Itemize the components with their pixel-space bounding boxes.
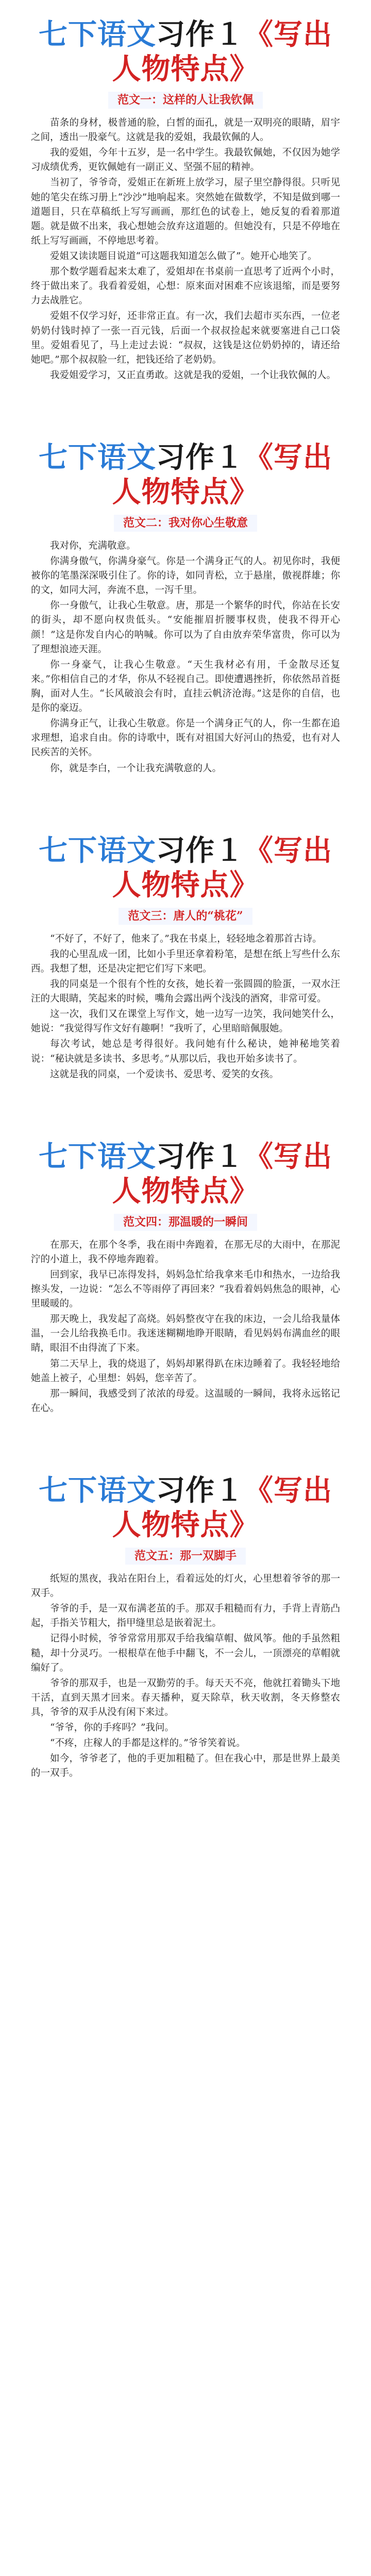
essay-paragraph: 那天晚上，我发起了高烧。妈妈整夜守在我的床边，一会儿给我量体温，一会儿给我换毛巾。我迷迷糊糊地睁开眼睛，看见妈妈布满血丝的眼睛，眼泪不由得流了下来。 bbox=[31, 1314, 340, 1354]
essay-paragraph: 你，就是李白，一个让我充满敬意的人。 bbox=[50, 762, 222, 774]
section-gap bbox=[0, 1104, 371, 1122]
title-part-subject: 七下语文 bbox=[39, 18, 156, 52]
section-gap bbox=[0, 1437, 371, 1456]
essay-paragraph: 爷爷的那双手，也是一双勤劳的手。每天天不亮，他就扛着锄头下地干活，直到天黑才回来。春天播种，夏天除草，秋天收割，冬天修整农具，爷爷的双手从没有闲下来过。 bbox=[31, 1677, 340, 1718]
essay-paragraph: 我的心里乱成一团，比如小手里还拿着粉笔，是想在纸上写些什么东西。我想了想，还是决定把它们写下来吧。 bbox=[31, 948, 340, 974]
essay-paragraph: 你一身豪气，让我心生敬意。“天生我材必有用，千金散尽还复来。”你相信自己的才华，你从不轻视自己。即使遭遇挫折，你依然昂首挺胸，面对人生。“长风破浪会有时，直挂云帆济沧海。”这是你的自信，也是你的豪迈。 bbox=[31, 659, 340, 714]
essay-paragraph: 我的爱姐，今年十五岁，是一名中学生。我最钦佩她，不仅因为她学习成绩优秀，更钦佩她有一副正义、坚强不屈的精神。 bbox=[31, 147, 340, 173]
title-part-unit: 习作１ bbox=[156, 18, 244, 52]
title-part-topic: 《写出人物特点》 bbox=[112, 18, 332, 87]
section-gap bbox=[0, 798, 371, 816]
essay-paragraph: 你满身正气，让我心生敬意。你是一个满身正气的人，你一生都在追求理想，追求自由。你的诗歌中，既有对祖国大好河山的热爱，也有对人民疾苦的关怀。 bbox=[31, 718, 340, 758]
essay-paragraph: 我的同桌是一个很有个性的女孩，她长着一张圆圆的脸蛋，一双水汪汪的大眼睛，笑起来的时候，嘴角会露出两个浅浅的酒窝，非常可爱。 bbox=[31, 978, 340, 1005]
section-title: 七下语文习作１《写出人物特点》 bbox=[39, 1474, 332, 1543]
essay-paragraph: 你满身傲气，你满身豪气。你是一个满身正气的人。初见你时，我便被你的笔墨深深吸引住了。你的诗，如同青松，立于悬崖，傲视群雄；你的文，如同大河，奔流不息，一泻千里。 bbox=[31, 556, 340, 596]
essay-section bbox=[0, 1122, 371, 1437]
essay-paragraph: 这就是我的同桌，一个爱读书、爱思考、爱笑的女孩。 bbox=[50, 1069, 279, 1080]
essay-paragraph: 记得小时候，爷爷常常用那双手给我编草帽、做风筝。他的手虽然粗糙，却十分灵巧。一根根草在他手中翻飞，不一会儿，一顶漂亮的草帽就编好了。 bbox=[31, 1633, 340, 1673]
page-title bbox=[31, 0, 340, 92]
essay-section bbox=[0, 0, 371, 404]
essay-paragraph: 第二天早上，我的烧退了，妈妈却累得趴在床边睡着了。我轻轻地给她盖上被子，心里想：妈妈，您辛苦了。 bbox=[31, 1358, 340, 1384]
section-gap bbox=[0, 404, 371, 423]
essay-paragraph: 那个数学题看起来太难了，爱姐却在书桌前一直思考了近两个小时，终于做出来了。我看着爱姐，心想：原来面对困难不应该退缩，而是要努力去战胜它。 bbox=[31, 266, 340, 307]
essay-paragraph: 爱姐又读读题目说道“可这题我知道怎么做了”。她开心地笑了。 bbox=[50, 250, 317, 262]
essay-paragraph: 爷爷的手，是一双布满老茧的手。那双手粗糙而有力，手背上青筋凸起，手指关节粗大，指甲缝里总是嵌着泥土。 bbox=[31, 1603, 340, 1629]
essay-paragraph: 我对你，充满敬意。 bbox=[50, 540, 136, 551]
essay-section bbox=[0, 816, 371, 1104]
section-title: 七下语文习作１《写出人物特点》 bbox=[39, 440, 332, 510]
essay-subtitle: 范文三：唐人的“桃花” bbox=[31, 908, 340, 925]
section-title: 七下语文习作１《写出人物特点》 bbox=[39, 1140, 332, 1208]
essay-paragraph: 苗条的身材，极普通的脸，白皙的面孔，就是一双明亮的眼睛，眉宇之间，透出一股豪气。这就是我的爱姐，我最钦佩的人。 bbox=[31, 117, 340, 143]
essay-paragraph: 这一次，我们又在课堂上写作文，她一边写一边笑，我问她笑什么，她说：“我觉得写作文好有趣啊！”我听了，心里暗暗佩服她。 bbox=[31, 1009, 340, 1035]
essay-section bbox=[0, 1456, 371, 1803]
essay-paragraph: 那一瞬间，我感受到了浓浓的母爱。这温暖的一瞬间，我将永远铭记在心。 bbox=[31, 1388, 340, 1414]
section-title: 七下语文习作１《写出人物特点》 bbox=[39, 834, 332, 902]
essay-paragraph: 在那天，在那个冬季，我在雨中奔跑着，在那无尽的大雨中，在那泥泞的小道上，我不停地奔跑着。 bbox=[31, 1239, 340, 1265]
essay-paragraph: 纸短的黑夜，我站在阳台上，看着远处的灯火，心里想着爷爷的那一双手。 bbox=[31, 1573, 340, 1599]
essay-section bbox=[0, 423, 371, 798]
essay-paragraph: 我爱姐爱学习，又正直勇敢。这就是我的爱姐，一个让我钦佩的人。 bbox=[50, 369, 336, 381]
essay-subtitle: 范文五：那一双脚手 bbox=[31, 1548, 340, 1565]
essay-subtitle: 范文四：那温暖的一瞬间 bbox=[31, 1214, 340, 1231]
essay-paragraph: “不好了，不好了，他来了。”我在书桌上，轻轻地念着那首古诗。 bbox=[50, 933, 322, 944]
essay-paragraph: “爷爷，你的手疼吗？”我问。 bbox=[50, 1722, 174, 1734]
essay-paragraph: 你一身傲气，让我心生敬意。唐，那是一个繁华的时代，你站在长安的街头，却不愿向权贵低头。“安能摧眉折腰事权贵，使我不得开心颜！”这是你发自内心的呐喊。你可以为了自由放弃荣华富贵，你可以为了理想浪迹天涯。 bbox=[31, 600, 340, 655]
essay-paragraph: 每次考试，她总是考得很好。我问她有什么秘诀，她神秘地笑着说：“秘诀就是多读书、多思考。”从那以后，我也开始多读书了。 bbox=[31, 1039, 340, 1064]
essay-paragraph: 当初了，爷爷奇，爱姐正在新班上放学习，屋子里空静得很。只听见她的笔尖在练习册上“沙沙”地响起来。突然她在做数学，不知是做到哪一道题目，只在草稿纸上写写画画，那红色的试卷上，她反复的看着那道题。就是做不出来，我心想她会放弃这道题的。但她没有，只是不停地在纸上写写画画，不停地思考着。 bbox=[31, 177, 340, 246]
essay-paragraph: 回到家，我早已冻得发抖，妈妈急忙给我拿来毛巾和热水，一边给我擦头发，一边说：“怎么不等雨停了再回来？”我看着妈妈焦急的眼神，心里暖暖的。 bbox=[31, 1269, 340, 1310]
essay-subtitle: 范文二：我对你心生敬意 bbox=[31, 515, 340, 532]
essay-paragraph: 爱姐不仅学习好，还非常正直。有一次，我们去超市买东西，一位老奶奶付钱时掉了一张一百元钱，后面一个叔叔捡起来就要塞进自己口袋里。爱姐看见了，马上走过去说：“叔叔，这钱是这位奶奶掉的，请还给她吧。”那个叔叔脸一红，把钱还给了老奶奶。 bbox=[31, 311, 340, 365]
essay-paragraph: “不疼，庄稼人的手都是这样的。”爷爷笑着说。 bbox=[50, 1738, 246, 1749]
essay-paragraph: 如今，爷爷老了，他的手更加粗糙了。但在我心中，那是世界上最美的一双手。 bbox=[31, 1753, 340, 1779]
essay-subtitle: 范文一：这样的人让我钦佩 bbox=[31, 92, 340, 109]
